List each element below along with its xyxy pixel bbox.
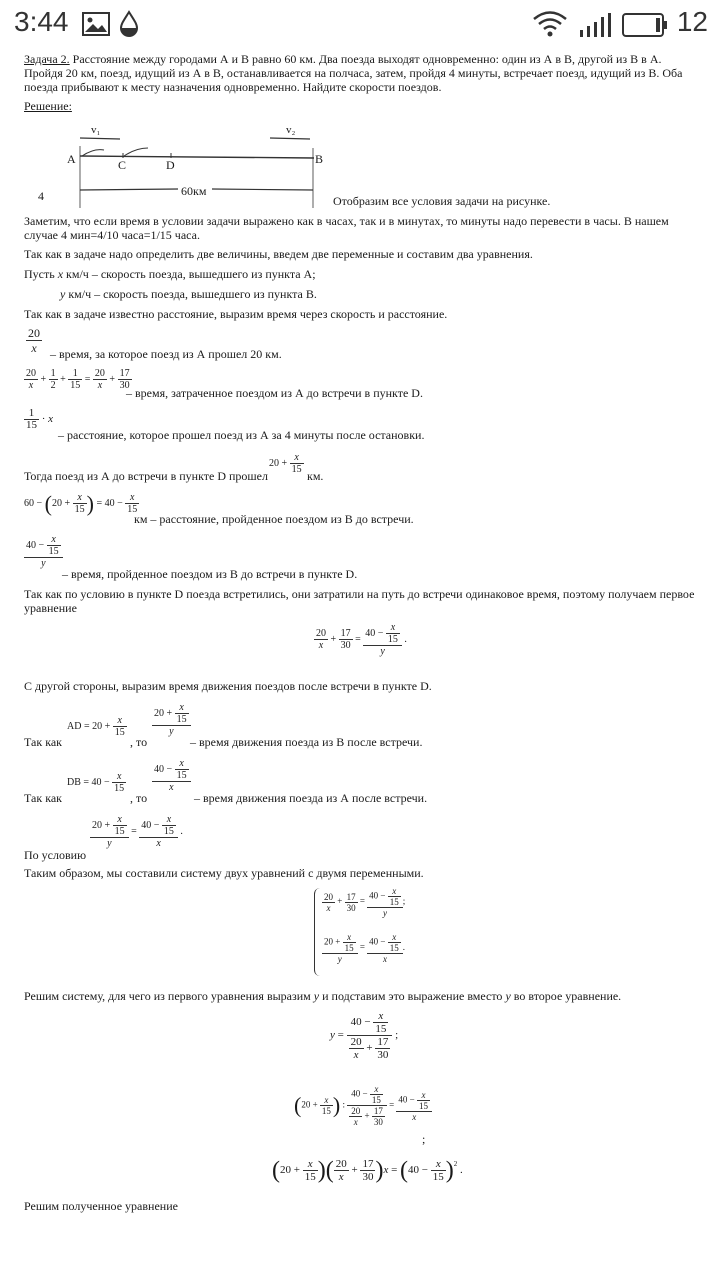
num: 40: [365, 627, 376, 639]
para-solve: [24, 989, 621, 1003]
op: −: [380, 890, 386, 901]
num: x: [417, 1090, 430, 1101]
var-x: x: [57, 267, 64, 281]
system-eq-2: [322, 932, 405, 964]
num: 1: [50, 368, 56, 379]
op: +: [293, 1164, 300, 1177]
distance-line-right: [212, 189, 313, 190]
num: x: [370, 1084, 383, 1095]
op: −: [409, 1094, 415, 1105]
den: 30: [373, 1117, 383, 1127]
den: 15: [26, 419, 37, 431]
den: 15: [114, 826, 125, 837]
eq-20-over-x: [26, 326, 42, 355]
op: =: [337, 1029, 344, 1042]
text-t2: – время движения поезда из А после встречи.: [194, 791, 428, 805]
num: 17: [373, 1106, 383, 1116]
equation-first: [314, 622, 407, 657]
equation-substitution: (20 + $\frac{x}{15}$ ) : 40 − $\frac{x}{15}$ $\frac{20}{x}$ + $\frac{17}{30}$ = 40 − $\frac{x}{15}$ x: [294, 1084, 432, 1127]
v1-arrow-line: [80, 138, 120, 139]
den: 2: [50, 380, 56, 391]
eq-time-to-d: [24, 368, 132, 391]
den: 15: [127, 504, 138, 515]
op: −: [38, 539, 45, 551]
den: x: [353, 1117, 358, 1127]
text-e6: – время, пройденное поездом из В до встречи в пункте D.: [62, 567, 358, 581]
op: +: [166, 707, 173, 719]
num: 40: [104, 497, 115, 509]
text-tk-1: Так как: [24, 735, 62, 749]
label-c: C: [118, 158, 127, 172]
op: −: [380, 936, 386, 947]
den: 15: [176, 714, 187, 725]
num: x: [175, 758, 189, 770]
task-text: Расстояние между городами А и В равно 60 км. Два поезда выходят одновременно: один из А в В, другой из В в А. Пройдя 20 км, поезд, идущий из А в В, останавливается на полчаса, затем, пройдя 4 минуты, встречает поезд, идущий из В. Оба поезда прибывают к месту назначения одновременно. Найдите скорости поездов.: [24, 52, 683, 94]
num: x: [290, 452, 304, 464]
num: 1: [24, 408, 39, 420]
text-e2: – время, затраченное поездом из А до встречи в пункте D.: [126, 386, 423, 400]
battery-level: 12: [676, 6, 708, 37]
num: x: [431, 1158, 446, 1171]
equation-y: [330, 1010, 398, 1061]
text: и подставим это выражение вместо: [319, 989, 506, 1003]
num: 20: [324, 891, 333, 902]
op: −: [166, 763, 173, 775]
den: 15: [418, 1100, 428, 1111]
var-y: y: [313, 989, 320, 1003]
den: 15: [48, 546, 59, 557]
num: x: [320, 1095, 333, 1106]
den: 30: [346, 902, 356, 913]
arc-1: [82, 150, 104, 156]
den: 15: [304, 1171, 316, 1183]
system-eq-1: [322, 886, 405, 918]
op: .: [402, 942, 405, 953]
den: y: [107, 838, 112, 849]
v2-arrow-line: [270, 138, 310, 139]
var: y: [330, 1029, 335, 1042]
den: y: [380, 646, 385, 657]
para-other-side: С другой стороны, выразим время движения поездов после встречи в пункте D.: [24, 679, 432, 693]
num: x: [47, 534, 61, 546]
num: 40: [141, 819, 152, 831]
op: ;: [395, 1029, 399, 1042]
op: .: [460, 1164, 463, 1177]
system-brace: [314, 888, 321, 976]
label-v1: v₁: [91, 124, 101, 136]
para-let-y: [60, 287, 317, 301]
den: x: [318, 640, 324, 651]
signal-icon: [578, 12, 614, 43]
op: +: [364, 1110, 370, 1121]
solution-label: Решение:: [24, 99, 72, 113]
text-by-condition: По условию: [24, 848, 87, 862]
op: =: [131, 825, 137, 837]
eq-20-plus-x15: [269, 452, 304, 475]
para-two-variables: Так как в задаче надо определить две величины, введем две переменные и составим два уравнения.: [24, 247, 533, 261]
text: AD = 20 +: [67, 720, 111, 732]
num: 20: [324, 936, 333, 947]
den: x: [338, 1171, 344, 1183]
num: x: [73, 492, 87, 504]
eq-time-a-after: [152, 758, 191, 793]
den: 15: [70, 380, 81, 391]
num: 40: [154, 763, 164, 775]
den: x: [382, 954, 387, 964]
num: x: [113, 814, 127, 826]
num: x: [388, 886, 401, 897]
num: 60: [24, 497, 34, 509]
op: +: [330, 633, 337, 645]
op: −: [362, 1088, 368, 1099]
text-e1: – время, за которое поезд из А прошел 20 км.: [50, 347, 282, 361]
op: +: [40, 373, 47, 385]
num: 20: [28, 326, 40, 340]
battery-icon: [622, 13, 668, 42]
op: +: [335, 936, 341, 947]
num: x: [388, 932, 401, 943]
num: 20: [94, 368, 105, 379]
den: 15: [114, 783, 125, 794]
para-distance-known: Так как в задаче известно расстояние, выразим время через скорость и расстояние.: [24, 307, 448, 321]
op: .: [180, 825, 183, 837]
den: x: [353, 1049, 359, 1061]
para-system: Таким образом, мы составили систему двух уравнений с двумя переменными.: [24, 866, 424, 880]
route-line: [80, 156, 314, 158]
den: 30: [377, 1049, 389, 1061]
den: y: [337, 954, 342, 964]
para-solve-eq: Решим полученное уравнение: [24, 1199, 178, 1213]
den: y: [169, 726, 174, 737]
num: 20: [316, 628, 326, 639]
arc-2: [124, 148, 148, 156]
num: 20: [92, 819, 102, 831]
var-y: y: [60, 287, 66, 301]
den: 30: [362, 1171, 374, 1183]
den: 15: [291, 464, 302, 475]
status-time: 3:44: [14, 6, 69, 37]
op: ;: [402, 896, 406, 907]
text: Решим систему, для чего из первого уравнения выразим: [24, 989, 314, 1003]
eq-by-condition: [90, 814, 183, 849]
num: 20: [335, 1158, 347, 1170]
den: x: [31, 341, 37, 355]
label-b: B: [315, 152, 324, 166]
num: 20: [280, 1164, 291, 1177]
den: x: [97, 380, 103, 391]
op: −: [421, 1164, 429, 1177]
den: 15: [114, 727, 125, 738]
den: 15: [74, 504, 85, 515]
op: =: [355, 633, 361, 645]
den: 30: [340, 640, 351, 651]
text: во второе уравнение.: [510, 989, 622, 1003]
figure-caption: Отобразим все условия задачи на рисунке.: [333, 194, 551, 208]
para-minutes: Заметим, что если время в условии задачи выражено как в часах, так и в минутах, то минуты надо перевести в часы. В нашем случае 4 мин=4/10 часа=1/15 часа.: [24, 214, 669, 242]
distance-line-left: [80, 189, 178, 190]
text-to-2: , то: [130, 791, 148, 805]
op: +: [337, 896, 343, 907]
op: .: [404, 633, 407, 645]
den: x: [326, 902, 331, 913]
op: +: [366, 1042, 373, 1055]
num: 40: [26, 539, 36, 551]
text-e3: – расстояние, которое прошел поезд из А за 4 минуты после остановки.: [58, 428, 425, 442]
num: 17: [377, 1036, 389, 1048]
den: 15: [176, 770, 187, 781]
den: 15: [432, 1171, 444, 1183]
label-distance: 60км: [181, 184, 207, 198]
den: x: [412, 1111, 417, 1122]
den: x: [169, 782, 174, 793]
op: −: [153, 819, 160, 831]
num: 20: [26, 368, 36, 379]
num: 20: [350, 1036, 362, 1048]
den: 15: [371, 1095, 381, 1105]
num: 1: [68, 368, 82, 380]
num: x: [112, 771, 126, 783]
semicolon-2: ;: [422, 1132, 426, 1146]
exponent: 2: [453, 1160, 458, 1168]
num: 17: [346, 891, 356, 902]
text-e4-post: км.: [307, 469, 324, 483]
op: −: [36, 497, 43, 509]
op: +: [351, 1164, 358, 1177]
text-to-1: , то: [130, 735, 148, 749]
op: −: [377, 627, 384, 639]
den: x: [156, 838, 161, 849]
op: −: [117, 497, 123, 509]
num: x: [303, 1158, 318, 1171]
den: 15: [389, 943, 399, 953]
text-let: Пусть: [24, 267, 58, 281]
op: =: [389, 1099, 395, 1110]
num: x: [125, 492, 139, 504]
op: =: [84, 373, 91, 385]
label-a: A: [67, 152, 76, 166]
den: x: [28, 380, 34, 391]
op: +: [312, 1099, 318, 1110]
num: 20: [154, 707, 164, 719]
task-statement: [24, 52, 696, 94]
num: 40: [408, 1164, 420, 1177]
num: x: [162, 814, 176, 826]
op: =: [391, 1164, 398, 1177]
status-bar: [0, 0, 720, 48]
num: x: [373, 1010, 388, 1023]
task-label: Задача 2.: [24, 52, 70, 66]
den: 15: [163, 826, 174, 837]
num: 20: [269, 457, 279, 469]
label-four: 4: [38, 189, 44, 203]
var-y: y: [505, 989, 511, 1003]
den: 15: [344, 943, 354, 953]
op: +: [64, 497, 71, 509]
num: 40: [351, 1088, 361, 1099]
var: x: [383, 1164, 389, 1177]
eq-x-over-15: [24, 408, 53, 431]
num: 40: [369, 936, 379, 947]
var: x: [48, 413, 54, 426]
text-t1: – время движения поезда из В после встречи.: [190, 735, 423, 749]
op: +: [104, 819, 111, 831]
op: −: [364, 1016, 371, 1029]
text-e4-pre: Тогда поезд из А до встречи в пункте D прошел: [24, 469, 268, 483]
text-e5: км – расстояние, пройденное поездом из В до встречи.: [134, 512, 414, 526]
water-drop-icon: [118, 10, 140, 43]
wifi-icon: [532, 10, 568, 43]
den: 30: [119, 380, 130, 391]
text-x-def: км/ч – скорость поезда, вышедшего из пункта А;: [63, 267, 316, 281]
num: x: [175, 702, 189, 714]
text-y-def: км/ч – скорость поезда, вышедшего из пункта В.: [65, 287, 317, 301]
den: 15: [321, 1106, 331, 1116]
image-icon: [82, 12, 110, 41]
num: x: [113, 715, 127, 727]
label-d: D: [166, 158, 175, 172]
num: 40: [398, 1094, 408, 1105]
num: 17: [362, 1158, 374, 1170]
op: =: [96, 497, 103, 509]
den: y: [41, 558, 46, 569]
num: 40: [369, 890, 379, 901]
num: 20: [51, 497, 62, 509]
eq-time-b-after: [152, 702, 191, 737]
para-meeting: Так как по условию в пункте D поезда встретились, они затратили на путь до встречи одинаковое время, поэтому получаем первое уравнение: [24, 587, 695, 615]
op: ·: [41, 413, 46, 426]
den: 15: [375, 1023, 387, 1035]
den: y: [382, 908, 387, 918]
num: x: [386, 622, 400, 634]
eq-time-b-to-d: [24, 534, 63, 569]
eq-60-minus: 60 − (20 + $\frac{x}{15}$ ) = 40 − $\frac{x}{15}$: [24, 491, 138, 516]
num: 20: [351, 1106, 361, 1116]
text-tk-2: Так как: [24, 791, 62, 805]
num: 17: [119, 368, 130, 379]
num: x: [343, 932, 356, 943]
den: 15: [387, 634, 398, 645]
num: 17: [340, 628, 351, 639]
num: 40: [350, 1016, 362, 1029]
op: =: [359, 896, 365, 907]
label-v2: v₂: [286, 124, 296, 136]
eq-ad: [67, 715, 127, 738]
text: DB = 40 −: [67, 776, 110, 788]
op: :: [342, 1099, 345, 1110]
equation-final: (20 + $\frac{x}{15}$ )( $\frac{20}{x}$ + $\frac{17}{30}$ )x = (40 − $\frac{x}{15}$ )$^2$ .: [272, 1157, 463, 1184]
para-let-x: [24, 267, 316, 281]
op: +: [60, 373, 66, 385]
den: 15: [389, 897, 399, 907]
op: +: [281, 457, 288, 469]
num: 20: [301, 1099, 311, 1110]
eq-db: [67, 771, 126, 794]
op: =: [359, 942, 365, 953]
op: +: [109, 373, 116, 385]
